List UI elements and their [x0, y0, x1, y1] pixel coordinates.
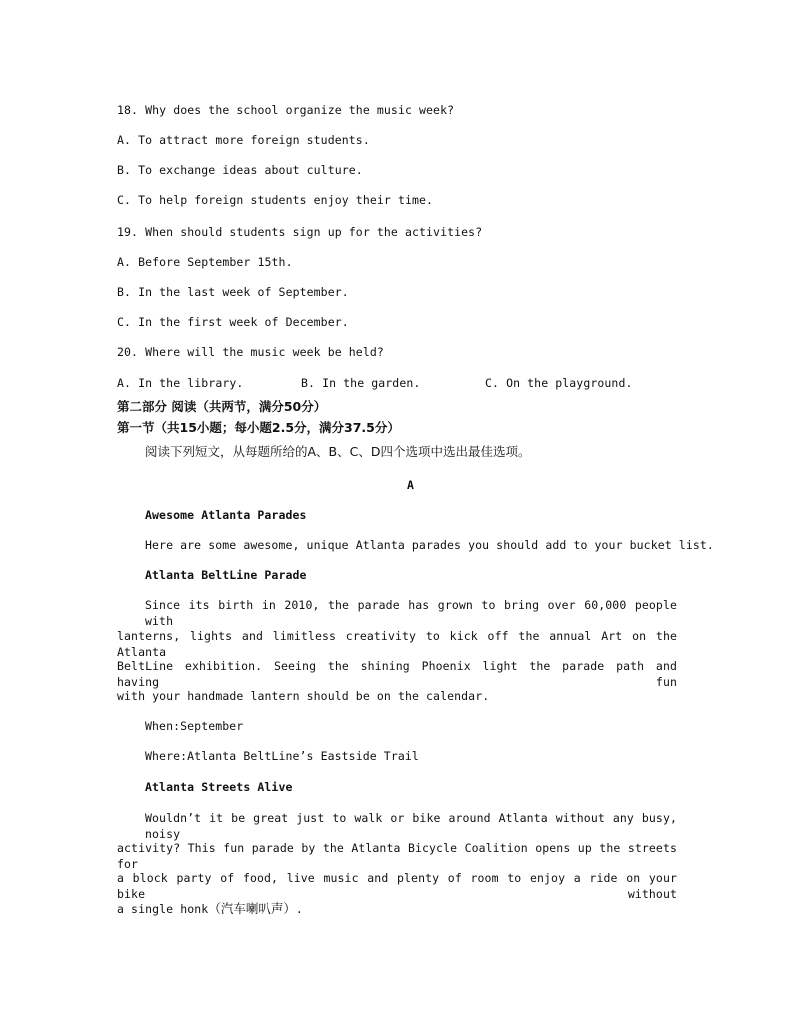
- parade-2-line-2: activity? This fun parade by the Atlanta Bicycle Coalition opens up the streets for: [117, 841, 677, 871]
- question-18-option-b: B. To exchange ideas about culture.: [117, 163, 363, 177]
- parade-1-line-3: BeltLine exhibition. Seeing the shining Phoenix light the parade path and having fun: [117, 659, 677, 689]
- question-20-stem: 20. Where will the music week be held?: [117, 345, 384, 359]
- question-19-stem: 19. When should students sign up for the activities?: [117, 225, 483, 239]
- question-18-option-a: A. To attract more foreign students.: [117, 133, 370, 147]
- parade-2-line-1: Wouldn’t it be great just to walk or bike around Atlanta without any busy, noisy: [145, 811, 677, 841]
- parade-2-line-4: [117, 901, 303, 917]
- question-20-option-b: B. In the garden.: [301, 376, 421, 390]
- question-19-option-b: B. In the last week of September.: [117, 285, 349, 299]
- parade-1-line-1: Since its birth in 2010, the parade has grown to bring over 60,000 people with: [145, 598, 677, 628]
- question-19-option-a: A. Before September 15th.: [117, 255, 293, 269]
- parade-1-heading: Atlanta BeltLine Parade: [145, 568, 307, 582]
- question-18-stem: 18. Why does the school organize the music week?: [117, 103, 455, 117]
- passage-title: Awesome Atlanta Parades: [145, 508, 307, 522]
- question-18-option-c: C. To help foreign students enjoy their time.: [117, 193, 434, 207]
- instruction-text: 阅读下列短文，从每题所给的A、B、C、D四个选项中选出最佳选项。: [145, 444, 531, 459]
- question-20-option-c: C. On the playground.: [485, 376, 633, 390]
- question-20-option-a: A. In the library.: [117, 376, 244, 390]
- passage-intro: Here are some awesome, unique Atlanta parades you should add to your bucket list.: [145, 538, 714, 552]
- parade-1-where: Where:Atlanta BeltLine’s Eastside Trail: [145, 749, 419, 763]
- parade-2-line-4-suffix: .: [295, 902, 303, 916]
- question-19-option-c: C. In the first week of December.: [117, 315, 349, 329]
- parade-2-line-3: a block party of food, live music and plenty of room to enjoy a ride on your bike without: [117, 871, 677, 901]
- parade-2-line-4-prefix: a single honk: [117, 902, 209, 916]
- part-title: 第二部分 阅读（共两节，满分50分）: [117, 399, 327, 414]
- parade-2-line-4-gloss: （汽车喇叭声）: [208, 901, 296, 916]
- subsection-title: 第一节（共15小题；每小题2.5分，满分37.5分）: [117, 420, 400, 435]
- parade-1-line-4: with your handmade lantern should be on the calendar.: [117, 689, 490, 703]
- parade-1-when: When:September: [145, 719, 244, 733]
- passage-label: A: [407, 478, 415, 492]
- parade-2-heading: Atlanta Streets Alive: [145, 780, 293, 794]
- parade-1-line-2: lanterns, lights and limitless creativity to kick off the annual Art on the Atlanta: [117, 629, 677, 659]
